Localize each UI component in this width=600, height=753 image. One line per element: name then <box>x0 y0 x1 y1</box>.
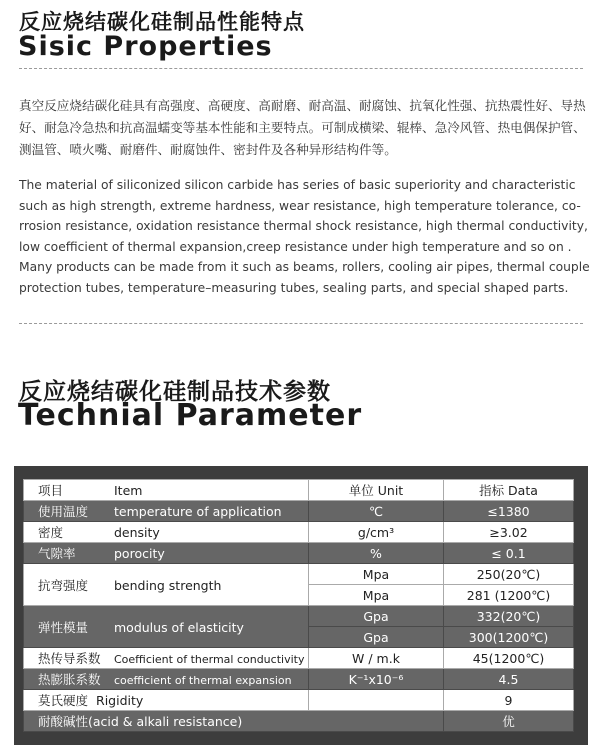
description-en-line: rrosion resistance, oxidation resistance thermal shock resistance, high thermal conductivity, <box>19 219 588 233</box>
row-unit: W / m.k <box>309 648 444 669</box>
table-row <box>24 543 574 564</box>
table-row <box>24 564 574 585</box>
row-label-cn: 弹性模量 <box>38 619 89 635</box>
row-unit: Gpa <box>309 627 444 648</box>
row-label-cn: 热传导系数 <box>38 651 101 666</box>
table-header-row <box>24 480 574 501</box>
table-row <box>24 606 574 627</box>
description-en-line: protection tubes, temperature–measuring tubes, sealing parts, and special shaped parts. <box>19 280 569 295</box>
description-en-line: low coefficient of thermal expansion,creep resistance under high temperature and so on . <box>19 239 572 254</box>
table-row <box>24 711 574 732</box>
row-label-cn: 热膨胀系数 <box>38 672 101 687</box>
description-en-line: The material of siliconized silicon carbide has series of basic superiority and characteristic <box>19 178 576 192</box>
header-data: 指标 Data <box>444 480 574 501</box>
row-label-cn: 使用温度 <box>38 504 89 519</box>
description-cn: 真空反应烧结碳化硅具有高强度、高硬度、高耐磨、耐高温、耐腐蚀、抗氧化性强、抗热震性好、导热好、耐急冷急热和抗高温蠕变等基本性能和主要特点。可制成横梁、辊棒、急冷风管、热电偶保护管、测温管、喷火嘴、耐磨件、耐腐蚀件、密封件及各种异形结构件等。 <box>19 98 586 157</box>
row-label-en: bending strength <box>114 577 222 593</box>
row-label-en: Rigidity <box>96 693 144 708</box>
row-data: 4.5 <box>444 669 574 690</box>
parameter-title-en: Technial Parameter <box>18 398 363 433</box>
header-item-en: Item <box>114 483 143 498</box>
section-title-en: Sisic Properties <box>18 31 273 62</box>
row-label-cn: 抗弯强度 <box>38 577 89 593</box>
row-unit: K⁻¹x10⁻⁶ <box>309 669 444 690</box>
table-row <box>24 522 574 543</box>
row-label-en: density <box>114 525 160 540</box>
row-unit: % <box>309 543 444 564</box>
dashed-divider <box>19 323 583 324</box>
row-data: 281 (1200℃) <box>444 585 574 606</box>
row-unit: Mpa <box>309 564 444 585</box>
row-label-en: temperature of application <box>114 504 282 519</box>
row-label <box>24 606 309 648</box>
description-en-line: such as high strength, extreme hardness, wear resistance, high temperature tolerance, co- <box>19 198 581 213</box>
row-label-en: modulus of elasticity <box>114 619 244 635</box>
row-label <box>24 564 309 606</box>
row-label-full: 耐酸碱性(acid & alkali resistance) <box>38 714 243 729</box>
row-label-cn: 密度 <box>38 525 64 540</box>
table-row <box>24 648 574 669</box>
row-data: 45(1200℃) <box>444 648 574 669</box>
row-label <box>24 522 309 543</box>
row-label <box>24 648 309 669</box>
row-data: ≥3.02 <box>444 522 574 543</box>
row-unit <box>309 690 444 711</box>
header-unit: 单位 Unit <box>309 480 444 501</box>
row-data: 250(20℃) <box>444 564 574 585</box>
dashed-divider <box>19 68 583 69</box>
section-title-cn: 反应烧结碳化硅制品性能特点 <box>19 10 305 34</box>
row-unit: Gpa <box>309 606 444 627</box>
row-label-cn: 气隙率 <box>38 546 76 561</box>
row-unit: ℃ <box>309 501 444 522</box>
row-unit: g/cm³ <box>309 522 444 543</box>
row-label <box>24 543 309 564</box>
row-data: ≤1380 <box>444 501 574 522</box>
row-data: 332(20℃) <box>444 606 574 627</box>
row-label <box>24 711 444 732</box>
row-label-en: Coefficient of thermal conductivity <box>114 653 305 666</box>
parameter-title-cn: 反应烧结碳化硅制品技术参数 <box>19 379 331 405</box>
header-item <box>24 480 309 501</box>
row-label-en: porocity <box>114 546 165 561</box>
description-en-line: Many products can be made from it such as beams, rollers, cooling air pipes, thermal couple <box>19 260 590 274</box>
row-data: 9 <box>444 690 574 711</box>
row-label <box>24 690 309 711</box>
header-item-cn: 项目 <box>38 483 64 498</box>
row-label-en: coefficient of thermal expansion <box>114 674 292 687</box>
row-unit: Mpa <box>309 585 444 606</box>
table-row <box>24 501 574 522</box>
row-label <box>24 669 309 690</box>
table-row <box>24 669 574 690</box>
table-row <box>24 690 574 711</box>
row-data: ≤ 0.1 <box>444 543 574 564</box>
description-en <box>19 175 591 298</box>
row-label-cn: 莫氏硬度 <box>38 693 89 708</box>
row-data: 优 <box>444 711 574 732</box>
parameter-table <box>23 479 574 732</box>
row-data: 300(1200℃) <box>444 627 574 648</box>
row-label <box>24 501 309 522</box>
